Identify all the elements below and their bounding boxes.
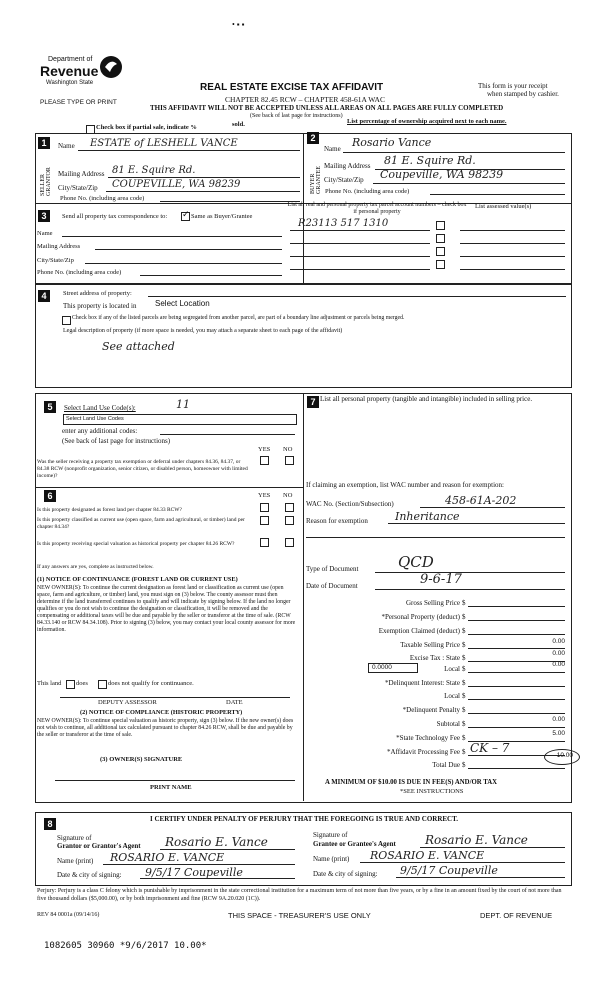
subtotal-currency: $: [462, 720, 466, 728]
wac-value[interactable]: 458-61A-202: [445, 494, 517, 507]
seller-name-label: Name: [58, 142, 75, 150]
seller-name-line: [78, 150, 300, 151]
assessed-line-1: [460, 230, 565, 231]
forest-no-checkbox[interactable]: [285, 503, 294, 512]
form-subtitle: CHAPTER 82.45 RCW – CHAPTER 458-61A WAC: [225, 95, 385, 104]
seller-city-value[interactable]: COUPEVILLE, WA 98239: [112, 179, 241, 190]
excise-state-currency: $: [462, 654, 466, 662]
additional-codes-label: enter any additional codes:: [62, 427, 138, 435]
taxable-value[interactable]: 0.00: [552, 638, 565, 645]
forest-question: Is this property designated as forest land per chapter 84.33 RCW?: [37, 507, 182, 513]
parcel-line-2: [290, 243, 430, 244]
sold-label: sold.: [232, 121, 245, 128]
exemption-currency: $: [462, 627, 466, 635]
grantee-sig-label: Signature of: [313, 831, 348, 839]
notice2-body: NEW OWNER(S): To continue special valuation as historic property, sign (3) below. If the new owner(s) does not wish to continue, all additional tax calculated pursuant to chapter 84.26 RCW, shall be due and payable by the seller or transferor at the time of sale.: [37, 718, 294, 738]
buyer-mailing-value[interactable]: 81 E. Squire Rd.: [384, 154, 476, 167]
print-name-label: PRINT NAME: [150, 784, 192, 791]
parcel-1-personal-checkbox[interactable]: [436, 221, 445, 230]
street-label: Street address of property:: [63, 290, 132, 297]
personal-deduct-label: *Personal Property (deduct): [381, 613, 460, 621]
land-use-no: NO: [283, 446, 293, 453]
exemption-claim-label: If claiming an exemption, list WAC number and reason for exemption:: [306, 481, 504, 489]
reason-line: [388, 523, 565, 524]
seller-city-line: [106, 191, 300, 192]
land-does-checkbox[interactable]: [66, 680, 75, 689]
date-label: DATE: [226, 699, 243, 706]
minimum-note: A MINIMUM OF $10.00 IS DUE IN FEE(S) AND/OR TAX: [325, 779, 498, 786]
buyer-city-value[interactable]: Coupeville, WA 98239: [380, 168, 504, 181]
exemption-question: Was the seller receiving a property tax exemption or deferral under chapters 84.36, 84.37, or 84.38 RCW (nonprofit organization, senior citizen, or disabled person, homeowner with limited income)?: [37, 459, 248, 479]
exemption-yes-checkbox[interactable]: [260, 456, 269, 465]
land-use-label: Select Land Use Code(s):: [64, 404, 136, 412]
state-tech-currency: $: [462, 734, 466, 742]
grantee-name-label: Name (print): [313, 855, 350, 863]
wac-line: [420, 507, 565, 508]
notice2-title: (2) NOTICE OF COMPLIANCE (HISTORIC PROPERTY): [80, 709, 243, 716]
location-select[interactable]: Select Location: [155, 299, 210, 308]
grantor-sig-label: Signature of: [57, 834, 92, 842]
deputy-label: DEPUTY ASSESSOR: [98, 699, 157, 706]
grantor-name-line: [103, 864, 295, 865]
land-use-dropdown-text: Select Land Use Codes: [66, 416, 124, 422]
notice1-body: NEW OWNER(S): To continue the current designation as forest land or classification as current use (open space, farm and agriculture, or timber) land, you must sign on (3) below. The county assessor must then determine if the land transferred continues to qualify and will indicate by signing below. If the land no longer qualifies or you do not wish to continue the designation or classification, it will be removed and the compensating or additional taxes will be due and payable by the seller or transferor at the time of sale. (RCW 84.33.140 or RCW 84.34.108). Prior to signing (3) below, you may contact your local county assessor for more information.: [37, 585, 296, 633]
taxable-line: [468, 648, 565, 649]
receipt-note-2: when stamped by cashier.: [487, 90, 559, 98]
doc-type-value[interactable]: QCD: [398, 553, 434, 571]
reason-value[interactable]: Inheritance: [395, 510, 460, 523]
local-value[interactable]: 0.00: [552, 661, 565, 668]
buyer-name-line: [343, 152, 565, 153]
local-currency: $: [462, 665, 466, 673]
forest-yes-checkbox[interactable]: [260, 503, 269, 512]
grantee-date-line: [396, 877, 565, 878]
seller-phone-label: Phone No. (including area code): [60, 195, 145, 202]
local-rate-value: 0.0000: [372, 664, 392, 671]
delinquent-interest-line: [468, 686, 565, 687]
doc-type-line: [375, 572, 565, 573]
reason-label: Reason for exemption: [306, 517, 368, 525]
legal-label: Legal description of property (if more space is needed, you may attach a separate sheet to each page of the affidavit): [63, 328, 343, 334]
form-title: REAL ESTATE EXCISE TAX AFFIDAVIT: [200, 82, 384, 93]
land-does-not-label: does not qualify for continuance.: [108, 680, 194, 687]
taxable-label: Taxable Selling Price: [400, 641, 460, 649]
doc-type-label: Type of Document: [306, 565, 359, 573]
buyer-name-value[interactable]: Rosario Vance: [352, 136, 432, 149]
grantor-agent-label: Grantor or Grantor's Agent: [57, 842, 141, 850]
parcel-1-value[interactable]: R23113 517 1310: [298, 218, 389, 229]
parcel-3-personal-checkbox[interactable]: [436, 247, 445, 256]
buyer-mailing-label: Mailing Address: [324, 162, 371, 170]
local-line: [468, 672, 565, 673]
land-use-see-back: (See back of last page for instructions): [62, 437, 171, 445]
logo-revenue-text: Revenue: [40, 63, 99, 79]
grantee-date-label: Date & city of signing:: [313, 870, 378, 878]
delinquent-penalty-label: *Delinquent Penalty: [402, 706, 460, 714]
this-land-label: This land: [37, 680, 62, 687]
taxable-currency: $: [462, 641, 466, 649]
buyer-city-line: [373, 183, 565, 184]
affidavit-fee-label: *Affidavit Processing Fee: [387, 748, 460, 756]
section-5-number: 5: [44, 401, 56, 413]
local-label: Local: [444, 665, 460, 673]
buyer-phone-label: Phone No. (including area code): [325, 188, 410, 195]
section-6-number: 6: [44, 490, 56, 502]
personal-currency: $: [462, 613, 466, 621]
land-use-code[interactable]: 11: [176, 398, 190, 411]
see-instructions: *SEE INSTRUCTIONS: [400, 788, 464, 795]
subtotal-line: [468, 727, 565, 728]
certify-statement: I CERTIFY UNDER PENALTY OF PERJURY THAT THE FOREGOING IS TRUE AND CORRECT.: [150, 815, 459, 823]
rev-number: REV 84 0001a (09/14/16): [37, 912, 100, 918]
seller-city-label: City/State/Zip: [58, 184, 98, 192]
grantee-signature[interactable]: Rosario E. Vance: [425, 833, 528, 847]
delinquent-local-label: Local: [444, 692, 460, 700]
land-use-yes: YES: [258, 446, 271, 453]
delinquent-interest-label: *Delinquent Interest: State: [384, 679, 460, 687]
deputy-line: [60, 697, 290, 698]
same-as-buyer-checkbox[interactable]: ✓: [182, 209, 190, 219]
current-use-question: Is this property classified as current use (open space, farm and agricultural, or timber) land per chapter 84.34?: [37, 517, 245, 530]
total-due-label: Total Due: [432, 761, 460, 769]
street-line: [148, 296, 566, 297]
parcel-4-personal-checkbox[interactable]: [436, 260, 445, 269]
subtotal-label: Subtotal: [436, 720, 460, 728]
personal-property-label: List all personal property (tangible and intangible) included in selling price.: [320, 395, 533, 403]
receipt-note-1: This form is your receipt: [478, 82, 548, 90]
parcel-2-personal-checkbox[interactable]: [436, 234, 445, 243]
gross-line: [468, 606, 565, 607]
additional-codes-line: [160, 434, 295, 435]
not-accepted-warning: THIS AFFIDAVIT WILL NOT BE ACCEPTED UNLESS ALL AREAS ON ALL PAGES ARE FULLY COMPLETED: [150, 104, 504, 112]
partial-sale-label: Check box if partial sale, indicate %: [96, 124, 197, 131]
land-does-not-checkbox[interactable]: [98, 680, 107, 689]
personal-line: [468, 620, 565, 621]
check-note: CK – 7: [470, 741, 510, 755]
section-8-number: 8: [44, 818, 56, 830]
treasurer-note: THIS SPACE - TREASURER'S USE ONLY: [228, 911, 371, 920]
located-label: This property is located in: [63, 302, 137, 310]
section-1-number: 1: [38, 137, 50, 149]
total-line: [468, 768, 565, 769]
corr-name-line: [62, 236, 282, 237]
excise-state-value[interactable]: 0.00: [552, 650, 565, 657]
correspondence-label: Send all property tax correspondence to:: [62, 213, 168, 220]
buyer-name-label: Name: [324, 145, 341, 153]
grantee-agent-label: Grantee or Grantee's Agent: [313, 840, 396, 848]
total-currency: $: [462, 761, 466, 769]
land-does-label: does: [76, 680, 88, 687]
seller-name-value[interactable]: ESTATE of LESHELL VANCE: [90, 138, 238, 149]
local-rate-box[interactable]: [368, 663, 418, 673]
gross-currency: $: [462, 599, 466, 607]
parcel-header: List all real and personal property tax parcel account numbers – check box if personal property: [287, 202, 467, 215]
parcel-line-1: [290, 230, 430, 231]
corr-name-label: Name: [37, 230, 53, 237]
gross-label: Gross Selling Price: [405, 599, 460, 607]
seller-mailing-line: [108, 177, 300, 178]
seller-mailing-label: Mailing Address: [58, 170, 105, 178]
if-yes-note: If any answers are yes, complete as instructed below.: [37, 564, 154, 570]
logo-dept-text: Department of: [48, 56, 93, 63]
doc-date-value[interactable]: 9-6-17: [420, 572, 462, 587]
section-6-divider: [35, 487, 303, 488]
legal-value[interactable]: See attached: [102, 340, 175, 353]
seller-side-label: SELLER GRANTOR: [40, 167, 52, 196]
section-4-number: 4: [38, 290, 50, 302]
buyer-city-label: City/State/Zip: [324, 176, 364, 184]
corr-phone-line: [140, 275, 282, 276]
scan-marks: • ▪ ▪: [232, 20, 245, 29]
notice1-title: (1) NOTICE OF CONTINUANCE (FOREST LAND OR CURRENT USE): [37, 576, 238, 583]
reason-line-2: [306, 537, 565, 538]
delinquent-local-currency: $: [462, 692, 466, 700]
affidavit-fee-currency: $: [462, 748, 466, 756]
grantee-date-value[interactable]: 9/5/17 Coupeville: [400, 864, 498, 877]
historic-no-checkbox[interactable]: [285, 538, 294, 547]
grantor-date-label: Date & city of signing:: [57, 871, 122, 879]
section-2-number: 2: [307, 132, 319, 144]
dept-footer: DEPT. OF REVENUE: [480, 911, 553, 920]
section-3-number: 3: [38, 210, 50, 222]
excise-state-label: Excise Tax : State: [409, 654, 460, 662]
delinquent-penalty-line: [468, 713, 565, 714]
corr-mailing-line: [95, 249, 282, 250]
grantor-signature[interactable]: Rosario E. Vance: [165, 835, 268, 849]
segregated-checkbox[interactable]: [62, 316, 71, 325]
subtotal-value[interactable]: 0.00: [552, 716, 565, 723]
seller-mailing-value[interactable]: 81 E. Squire Rd.: [112, 165, 196, 176]
print-name-line: [55, 780, 295, 781]
wac-label: WAC No. (Section/Subsection): [306, 500, 394, 508]
historic-yes-checkbox[interactable]: [260, 538, 269, 547]
current-use-no-checkbox[interactable]: [285, 516, 294, 525]
s6-no: NO: [283, 492, 293, 499]
exemption-deduct-label: Exemption Claimed (deduct): [378, 627, 460, 635]
corr-city-line: [85, 263, 282, 264]
exemption-no-checkbox[interactable]: [285, 456, 294, 465]
parcel-line-4: [290, 269, 430, 270]
delinquent-local-line: [468, 699, 565, 700]
lower-divider: [303, 393, 304, 801]
assessed-header: List assessed value(s): [475, 203, 532, 210]
assessed-line-4: [460, 269, 565, 270]
see-back-note: (See back of last page for instructions): [250, 113, 343, 119]
state-tech-value[interactable]: 5.00: [552, 730, 565, 737]
seller-phone-line: [160, 201, 300, 202]
property-frame: [35, 283, 572, 388]
same-as-buyer-label: Same as Buyer/Grantee: [191, 213, 253, 220]
buyer-phone-line: [430, 194, 565, 195]
wa-seal-icon: [98, 54, 124, 80]
grantee-name-value[interactable]: ROSARIO E. VANCE: [370, 849, 485, 862]
grantee-sig-line: [420, 847, 565, 848]
current-use-yes-checkbox[interactable]: [260, 516, 269, 525]
section-7-number: 7: [307, 396, 319, 408]
grantor-sig-line: [160, 849, 295, 850]
parcel-line-3: [290, 256, 430, 257]
total-value[interactable]: 10.00: [556, 752, 573, 759]
grantor-date-value[interactable]: 9/5/17 Coupeville: [145, 866, 243, 879]
dor-logo: [40, 56, 130, 96]
buyer-side-label: BUYER GRANTEE: [310, 166, 322, 194]
state-tech-label: *State Technology Fee: [396, 734, 460, 742]
assessed-line-2: [460, 243, 565, 244]
doc-date-label: Date of Document: [306, 582, 358, 590]
land-use-dropdown[interactable]: [63, 414, 297, 425]
owner-sig-label: (3) OWNER(S) SIGNATURE: [100, 756, 183, 763]
delinquent-penalty-currency: $: [462, 706, 466, 714]
corr-mailing-label: Mailing Address: [37, 243, 81, 250]
doc-date-line: [375, 589, 565, 590]
exemption-line: [468, 634, 565, 635]
grantor-name-value[interactable]: ROSARIO E. VANCE: [110, 851, 225, 864]
grantor-name-label: Name (print): [57, 857, 94, 865]
s6-yes: YES: [258, 492, 271, 499]
corr-city-label: City/State/Zip: [37, 257, 74, 264]
historic-question: Is this property receiving special valuation as historical property per chapter 84.26 RCW?: [37, 541, 235, 547]
delinquent-interest-currency: $: [462, 679, 466, 687]
perjury-note: Perjury: Perjury is a class C felony which is punishable by imprisonment in the state correctional institution for a maximum term of not more than five years, or by a fine in an amount fixed by the court of not more than five thousand dollars ($5,000.00), or by both imprisonment and fine (RCW 9A.20.020 (1C)).: [37, 888, 562, 902]
logo-state-text: Washington State: [46, 80, 94, 86]
corr-phone-label: Phone No. (including area code): [37, 269, 122, 276]
assessed-line-3: [460, 256, 565, 257]
segregated-note: Check box if any of the listed parcels are being segregated from another parcel, are part of a boundary line adjustment or parcels being merged.: [72, 315, 405, 321]
receipt-stamp: 1082605 30960 *9/6/2017 10.00*: [44, 941, 207, 951]
grantee-name-line: [360, 862, 565, 863]
please-type: PLEASE TYPE OR PRINT: [40, 99, 117, 106]
ownership-note: List percentage of ownership acquired next to each name.: [347, 118, 507, 125]
